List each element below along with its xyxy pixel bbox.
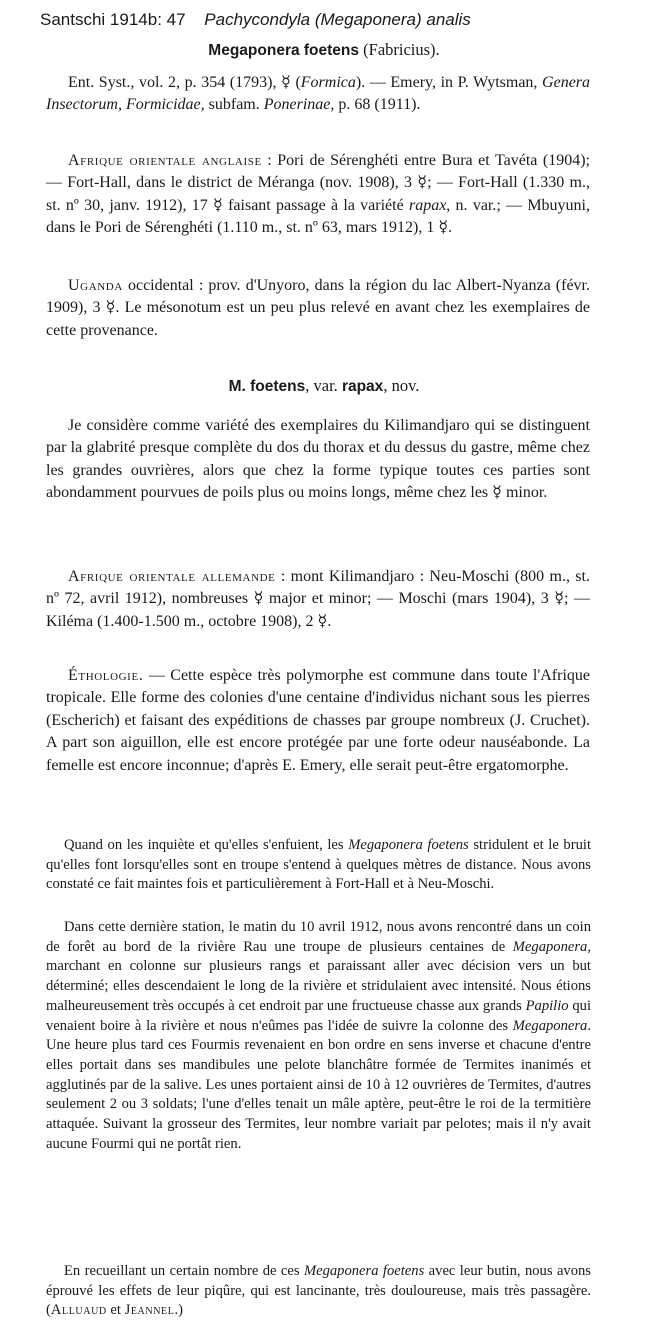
locality-british-east-africa bbox=[46, 150, 590, 240]
header-citation: Santschi 1914b: 47 bbox=[40, 10, 186, 29]
reference-genus: Formica bbox=[300, 74, 356, 91]
note-text: En recueillant un certain nombre de ces bbox=[64, 1263, 304, 1279]
locality-uganda bbox=[46, 275, 590, 342]
species-author: (Fabricius). bbox=[363, 40, 440, 59]
note-genus: Megaponera, bbox=[512, 938, 591, 955]
reference-subfamily: Ponerinae bbox=[263, 96, 331, 114]
note-text: avec leur butin, nous avons éprouvé les effets de leur piqûre, qui est lancinante, très douloureuse, mais très passagère. ( bbox=[46, 1263, 591, 1319]
note-genus: Papilio bbox=[525, 997, 569, 1014]
note-taxon: Megaponera foetens bbox=[303, 1263, 425, 1279]
note-observation bbox=[46, 918, 591, 1154]
region-label: Afrique orientale anglaise bbox=[68, 152, 262, 169]
ethology-text: — Cette espèce très polymorphe est commune dans toute l'Afrique tropicale. Elle forme des colonies d'une centaine d'individus nichant sous les pierres (Escherich) et faisant des expéditions de chasses par groupe nombreux (J. Cruchet). A part son aiguillon, elle est encore protégée par une forte odeur nauséabonde. La femelle est encore inconnue; d'après E. Emery, elle serait peut-être ergatomorphe. bbox=[46, 667, 590, 774]
note-text: .) bbox=[174, 1302, 183, 1319]
note-author: Jeannel bbox=[124, 1302, 175, 1319]
variety-title-name: rapax bbox=[341, 378, 384, 395]
note-text: stridulent et le bruit qu'elles font lorsqu'elles sont en troupe s'entend à quelques mètres de distance. Nous avons constaté ce fait maintes fois et particulièrement à Fort-Hall et à Neu-Moschi. bbox=[46, 837, 592, 893]
note-text: Dans cette dernière station, le matin du 10 avril 1912, nous avons rencontré dans un coin de forêt au bord de la rivière Rau une troupe de plusieurs centaines de bbox=[46, 919, 591, 955]
species-name: Megaponera foetens bbox=[208, 42, 360, 59]
reference-text: Ent. Syst., vol. 2, p. 354 (1793), ☿ ( bbox=[68, 74, 301, 91]
note-author: Alluaud bbox=[50, 1302, 107, 1319]
locality-text: , n. var.; — Mbuyuni, dans le Pori de Sérenghéti (1.110 m., st. nº 63, mars 1912), 1 ☿. bbox=[46, 196, 590, 237]
region-label: Uganda bbox=[68, 277, 123, 294]
note-text: . Une heure plus tard ces Fourmis revenaient en bon ordre en sens inverse et chacune d'entre elles portait dans ses mandibules une pelote blanchâtre formée de Termites inanimés et agglutinés par de la salive. Les unes portaient ainsi de 10 à 12 ouvrières de Termites, d'autres seulement 2 ou 3 soldats; l'une d'elles tenait un mâle aptère, peut-être le roi de la termitière attaquée. Suivant la grosseur des Termites, leur nombre variait par pelotes; mais il n'y avait aucune Fourmi qui ne portât rien. bbox=[46, 1017, 591, 1152]
locality-german-east-africa bbox=[46, 566, 590, 633]
variety-species-name: M. foetens bbox=[228, 378, 306, 395]
region-label: Afrique orientale allemande bbox=[68, 568, 276, 585]
note-stridulation bbox=[46, 836, 591, 895]
note-genus: Megaponera bbox=[512, 1017, 588, 1034]
locality-text: occidental : prov. d'Unyoro, dans la région du lac Albert-Nyanza (févr. 1909), 3 ☿. Le mésonotum est un peu plus relevé en avant chez les exemplaires de cette provenance. bbox=[46, 277, 590, 339]
variety-title-text: , nov. bbox=[383, 376, 420, 395]
note-text: qui venaient boire à la rivière et nous n'eûmes pas l'idée de suivre la colonne des bbox=[46, 997, 592, 1034]
note-taxon: Megaponera foetens bbox=[348, 837, 469, 853]
ethology-paragraph bbox=[46, 665, 590, 777]
variety-title bbox=[0, 376, 648, 396]
locality-text: : mont Kilimandjaro : Neu-Moschi (800 m., st. nº 72, avril 1912), nombreuses ☿ major et minor; — Moschi (mars 1904), 3 ☿; — Kiléma (1.400-1.500 m., octobre 1908), 2 ☿. bbox=[46, 568, 590, 630]
species-title bbox=[0, 40, 648, 60]
note-text: et bbox=[106, 1302, 125, 1319]
locality-text: : Pori de Sérenghéti entre Bura et Tavéta (1904); — Fort-Hall, dans le district de Méranga (nov. 1908), 3 ☿; — Fort-Hall (1.330 m., st. nº 30, janv. 1912), 17 ☿ faisant passage à la variété bbox=[46, 152, 591, 214]
ethology-label: Éthologie. bbox=[68, 667, 144, 684]
reference-paragraph bbox=[46, 72, 590, 117]
variety-title-text: , var. bbox=[305, 376, 342, 395]
note-text: marchant en colonne sur plusieurs rangs et paraissant aller avec décision vers un but déterminé; elles descendaient le long de la rivière et stridulaient avec intensité. Nous étions malheureusement très occupés à cet endroit par une fructueuse chasse aux grands bbox=[46, 958, 591, 1014]
reference-text: , p. 68 (1911). bbox=[330, 96, 421, 114]
header-taxon: Pachycondyla (Megaponera) analis bbox=[204, 10, 471, 29]
reference-text: ). — Emery, in P. Wytsman, bbox=[355, 74, 543, 91]
note-sting bbox=[46, 1262, 591, 1321]
variety-description: Je considère comme variété des exemplaires du Kilimandjaro qui se distinguent par la glabrité presque complète du dos du thorax et du dessus du gastre, même chez les grandes ouvrières, alors que chez la forme typique toutes ces parties sont abondamment pourvues de poils plus ou moins longs, même chez les ☿ minor. bbox=[46, 417, 590, 502]
reference-work-title: Genera Insectorum, Formicidae, bbox=[46, 74, 591, 114]
variety-name: rapax bbox=[408, 196, 447, 214]
page-header bbox=[40, 10, 471, 34]
reference-text: subfam. bbox=[204, 96, 264, 114]
note-text: Quand on les inquiète et qu'elles s'enfuient, les bbox=[64, 837, 349, 853]
